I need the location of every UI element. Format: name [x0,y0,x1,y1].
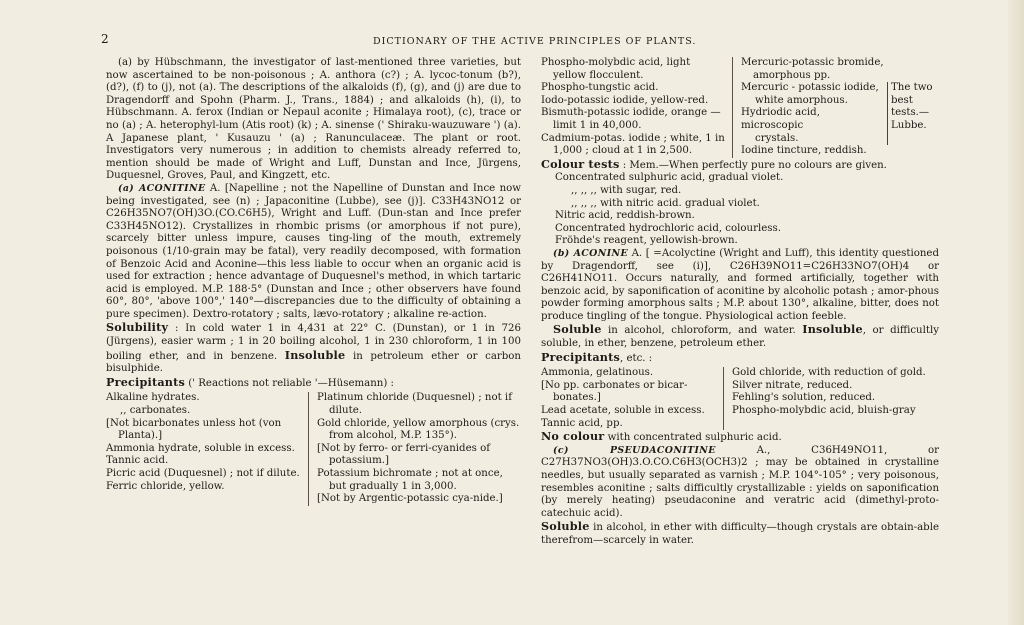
list-item: [Not by Argentic-potassic cya-nide.] [317,493,503,505]
list-item: Cadmium-potas. iodide ; white, 1 in 1,000 ; cloud at 1 in 2,500. [541,132,725,157]
soluble-heading-2: Soluble [541,519,590,534]
list-item: Mercuric-potassic bromide, amorphous pp. [741,57,884,81]
list-item: Tannic acid, pp. [541,417,623,429]
list-item: Concentrated hydrochloric acid, colourless. [555,222,781,234]
list-item: ,, carbonates. [120,405,191,417]
list-item: ,, ,, ,, with nitric acid. gradual violet. [571,197,760,209]
aconine-text: A. [ =Acolyctine (Wright and Luff), this identity questioned by Dragendorff, see (i)], C26H39NO11=C26H33NO7(OH)4 or C26H41NO11. Occurs naturally, and formed artificially, together with benzoic acid, by saponification of aconitine by alcoholic potash ; amor-phous powder forming amorphous salts ; M.P. about 130°, alkaline, bitter, does not produce tingling of the tongue. Physiological action feeble. [541,247,939,322]
list-item: Fröhde's reagent, yellowish-brown. [555,235,738,247]
pseudaconitine-text: may be obtained in crystalline needles, but usually separated as varnish ; M.P. 104°-105° ; very poisonous, resembles aconitine ; salts difficultly crystallizable : yields on saponification (by merely heating) pseudaconine and veratric acid (dimethyl-proto-catechuic acid). [541,457,939,519]
list-item: Nitric acid, reddish-brown. [555,210,695,222]
insoluble-heading-2: Insoluble [802,322,863,337]
aconitine-paragraph [106,183,521,322]
list-item: Lead acetate, soluble in excess. [541,405,705,417]
reagents-col-1 [541,57,733,158]
precipitants-table-2 [541,367,939,430]
precipitants-heading: Precipitants [106,374,185,389]
list-item: Picric acid (Duquesnel) ; not if dilute. [106,468,300,479]
colour-tests [541,158,939,248]
precipitants-note: (' Reactions not reliable '—Hüsemann) : [188,377,394,389]
precipitants-col-2 [309,392,521,505]
aconine-paragraph [541,248,939,324]
list-item: Alkaline hydrates. [106,392,200,404]
pseudaconitine-heading: (c) PSEUDACONITINE [553,444,716,456]
precipitants2-col-2 [724,367,939,430]
list-item: Silver nitrate, reduced. [732,379,853,391]
list-item: [No pp. carbonates or bicar-bonates.] [541,379,688,404]
bracket-note: The two best tests.— Lubbe. [891,82,933,131]
colour-tests-line [541,158,939,173]
list-item: Iodo-potassic iodide, yellow-red. [541,94,709,106]
precipitants-table [106,392,521,505]
colour-tests-heading: Colour tests [541,156,620,171]
list-item: white amorphous. [755,94,848,106]
list-item: Ammonia, gelatinous. [541,367,654,379]
page-number: 2 [101,32,109,46]
intro-paragraph: (a) by Hübschmann, the investigator of last-mentioned three varieties, but now ascertained to be non-poisonous ; A. anthora (c?) ; A. lycoc-tonum (b?), (d?), (f) to (j), not (a). The descriptions of the alkaloids (f), (g), and (j) are due to Dragendorff and Spohn (Pharm. J., Trans., 1884) ; and alkaloids (h), (i), to Hübschmann. A. ferox (Indian or Nepaul aconite ; Himalaya root), (c), trace or no (a) ; A. heterophyl-lum (Atis root) (k) ; A. sinense (' Shiraku-wauzuware ') (a). A Japanese plant, ' Kusauzu ' (a) ; Ranunculaceæ. The plant or root. Investigators very numerous ; in addition to chemists already referred to, mention should be made of Wright and Luff, Dunstan and Ince, Jürgens, Duquesnel, Groves, Paul, and Kingzett, etc. [106,57,521,182]
soluble-text: in alcohol, chloroform, and water. [608,325,796,337]
pseudaconitine-paragraph [541,445,939,521]
list-item: [Not by ferro- or ferri-cyanides of potassium.] [317,442,490,467]
no-colour-heading: No colour [541,429,605,444]
list-item: [Not bicarbonates unless hot (von Planta).] [106,417,282,442]
reagents-table [541,57,939,158]
insoluble-text-2: , or difficultly soluble, in ether, benzene, petroleum ether. [541,325,939,350]
right-column [541,57,939,548]
list-item: Bismuth-potassic iodide, orange —limit 1 in 40,000. [541,107,721,131]
page-header [0,32,1024,50]
list-item: Gold chloride, with reduction of gold. [732,367,926,379]
list-item: Ferric chloride, yellow. [106,480,225,492]
brace-mark [879,82,888,145]
list-item: ,, ,, ,, with sugar, red. [571,184,682,196]
page-edge [1008,0,1024,625]
list-item: Potassium bichromate ; not at once, but gradually 1 in 3,000. [317,468,503,492]
insoluble-heading: Insoluble [284,347,346,362]
list-item: Iodine tincture, reddish. [741,145,867,157]
no-colour-line [541,430,939,445]
colour-tests-intro: : Mem.—When perfectly pure no colours are given. [622,159,887,171]
soluble-text-2: in alcohol, in ether with difficulty—though crystals are obtain-able therefrom—scarcely in water. [541,522,939,546]
no-colour-text: with concentrated sulphuric acid. [607,432,782,444]
list-item: Fehling's solution, reduced. [732,392,876,404]
list-item: Gold chloride, yellow amorphous (crys. from alcohol, M.P. 135°). [317,417,520,442]
precipitants-line [106,376,521,391]
precipitants-suffix-2: , etc. : [619,352,653,364]
pseudaconitine-solubility [541,520,939,547]
list-item: Phospho-tungstic acid. [541,82,659,94]
bracketed-lines [741,82,879,145]
list-item: Hydriodic acid, microscopic [741,107,820,131]
solubility-text: : In cold water 1 in 4,431 at 22° C. (Dunstan), or 1 in 726 (Jürgens), easier warm ; 1 in 20 boiling alcohol, 1 in 230 chloroform, 1 in 100 boiling ether, and in benzene. [106,323,521,362]
list-item: Tannic acid. [106,455,169,467]
list-item: Mercuric - potassic iodide, [741,82,879,94]
precipitants-heading-2: Precipitants [541,349,620,364]
solubility-paragraph [106,321,521,375]
aconine-solubility [541,323,939,350]
list-item: Phospho-molybdic acid, bluish-gray [732,405,916,417]
list-item: Concentrated sulphuric acid, gradual violet. [555,172,784,184]
insoluble-text: in petroleum ether or carbon bisulphide. [106,350,521,375]
precipitants-line-2 [541,351,939,366]
aconitine-heading: (a) ACONITINE [118,182,206,194]
aconine-heading: (b) ACONINE [553,247,628,259]
reagents-col-2 [733,57,939,158]
list-item: Platinum chloride (Duquesnel) ; not if dilute. [317,392,512,417]
list-item: crystals. [755,132,799,144]
left-column [106,57,521,506]
bracketed-tests [741,82,939,145]
precipitants-col-1 [106,392,309,505]
aconitine-text: A. [Napelline ; not the Napelline of Dunstan and Ince now being investigated, see (n) ; Japaconitine (Lubbe), see (j)]. C33H43NO12 or C26H35NO7(OH)3O.(CO.C6H5), Wright and Luff. (Dun-stan and Ince prefer C33H45NO12). Crystallizes in rhombic prisms (or amorphous if not pure), scarcely bitter unless impure, causes ting-ling of the mouth, extremely poisonous (1/10-grain may be fatal), very readily decomposed, with formation of Benzoic Acid and Aconine—this less liable to occur when an organic acid is used for extraction ; hence advantage of Duquesnel's method, in which tartaric acid is employed. M.P. 188·5° (Dunstan and Ince ; other observers have found 60°, 80°, 'above 100°,' 140°—discrepancies due to the difficulty of obtaining a pure specimen). Dextro-rotatory ; salts, lævo-rotatory ; alkaline re-action. [106,182,521,320]
solubility-heading: Solubility [106,320,169,335]
soluble-heading: Soluble [553,322,602,337]
precipitants2-col-1 [541,367,724,430]
pseudaconitine-formula: A., C36H49NO11, or C27H37NO3(OH)3.O.CO.C6H3(OCH3)2 ; [541,444,940,469]
running-head: DICTIONARY OF THE ACTIVE PRINCIPLES OF PLANTS. [373,36,697,47]
list-item: Phospho-molybdic acid, light yellow flocculent. [541,57,691,81]
list-item: Ammonia hydrate, soluble in excess. [106,442,295,454]
